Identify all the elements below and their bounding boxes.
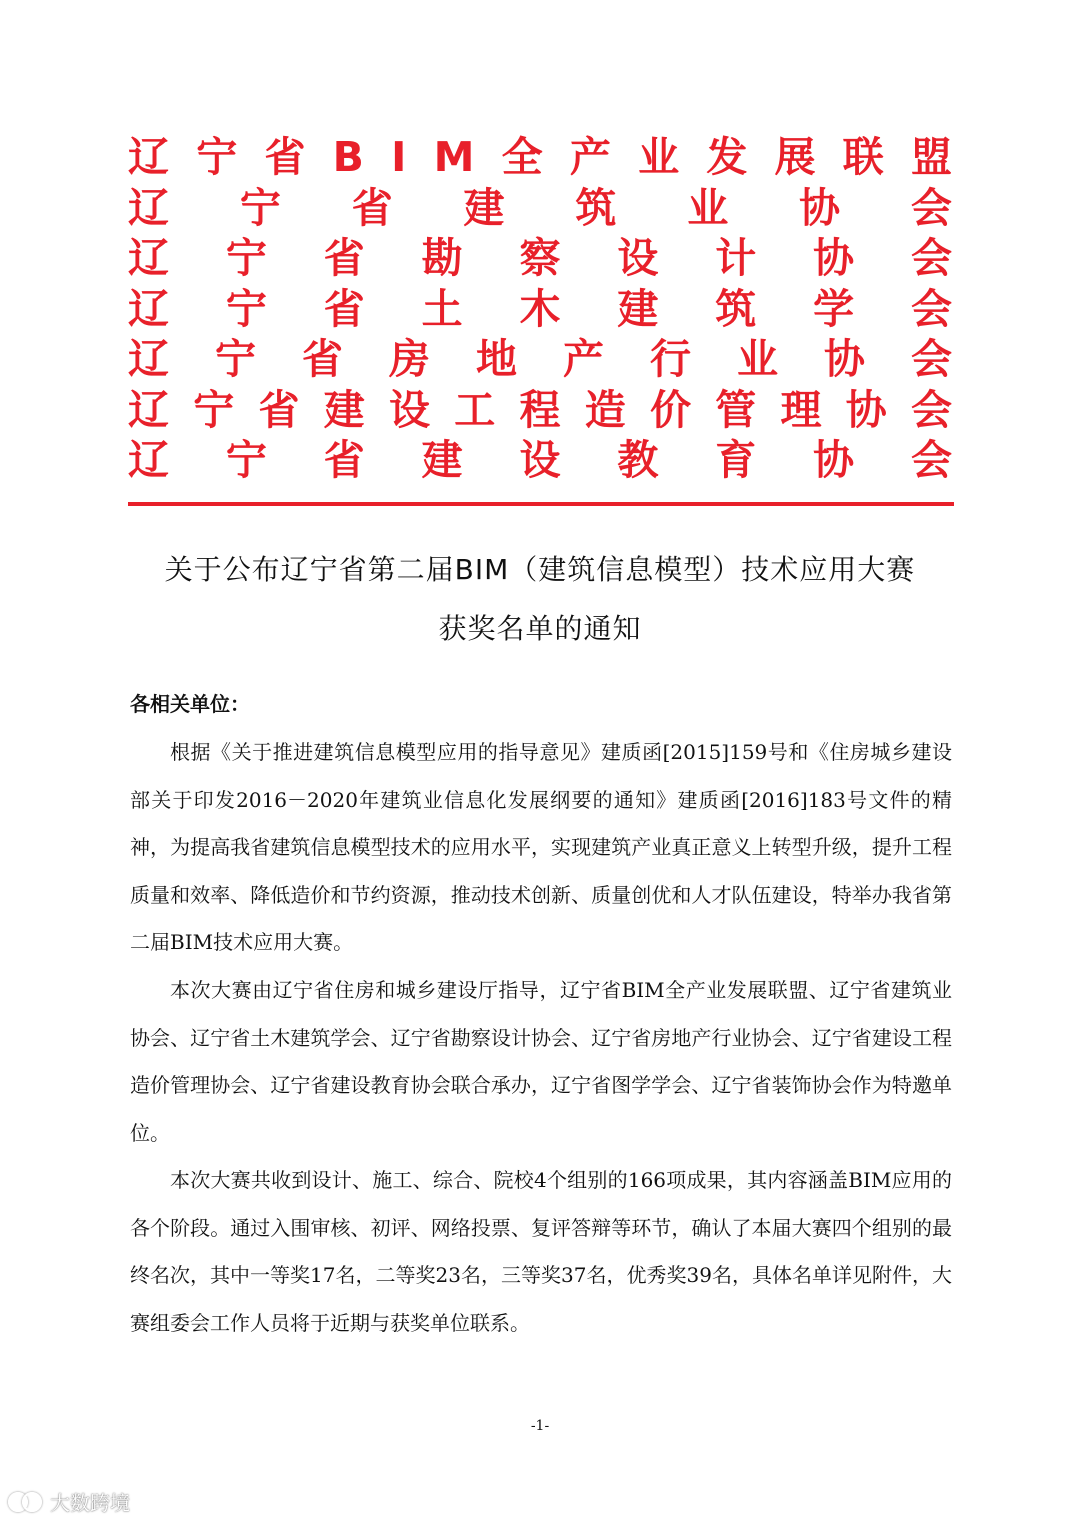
issuer-header [128,132,952,486]
issuer-line: 辽 宁 省 勘 察 设 计 协 会 [128,234,952,282]
salutation: 各相关单位： [130,692,250,716]
body-paragraph-2: 本次大赛由辽宁省住房和城乡建设厅指导，辽宁省BIM全产业发展联盟、辽宁省建筑业协会、辽宁省土木建筑学会、辽宁省勘察设计协会、辽宁省房地产行业协会、辽宁省建设工程造价管理协会、辽宁省建设教育协会联合承办，辽宁省图学学会、辽宁省装饰协会作为特邀单位。 [130,978,952,1145]
issuer-line: 辽 宁 省 建 设 工 程 造 价 管 理 协 会 [128,385,952,434]
watermark [8,1486,130,1516]
double-circle-logo-icon [8,1490,44,1512]
body-paragraph-1: 根据《关于推进建筑信息模型应用的指导意见》建质函[2015]159号和《住房城乡建设部关于印发2016－2020年建筑业信息化发展纲要的通知》建质函[2016]183号文件的精神，为提高我省建筑信息模型技术的应用水平，实现建筑产业真正意义上转型升级，提升工程质量和效率、降低造价和节约资源，推动技术创新、质量创优和人才队伍建设，特举办我省第二届BIM技术应用大赛。 [130,740,952,954]
issuer-line: 辽 宁 省 土 木 建 筑 学 会 [128,284,952,333]
page-number: -1- [530,1418,550,1434]
notice-title-line-1: 关于公布辽宁省第二届BIM（建筑信息模型）技术应用大赛 [164,553,916,586]
red-divider-rule [128,502,954,506]
issuer-line: 辽 宁 省 房 地 产 行 业 协 会 [128,335,952,383]
notice-title-line-2: 获奖名单的通知 [438,612,642,645]
issuer-line: 辽 宁 省 B I M 全 产 业 发 展 联 盟 [128,133,952,181]
issuer-line: 辽 宁 省 建 设 教 育 协 会 [128,436,952,484]
body-paragraph-3: 本次大赛共收到设计、施工、综合、院校4个组别的166项成果，其内容涵盖BIM应用的各个阶段。通过入围审核、初评、网络投票、复评答辩等环节，确认了本届大赛四个组别的最终名次，其中一等奖17名，二等奖23名，三等奖37名，优秀奖39名，具体名单详见附件，大赛组委会工作人员将于近期与获奖单位联系。 [130,1168,952,1335]
issuer-line: 辽 宁 省 建 筑 业 协 会 [128,183,952,232]
watermark-text: 大数跨境 [50,1490,130,1515]
